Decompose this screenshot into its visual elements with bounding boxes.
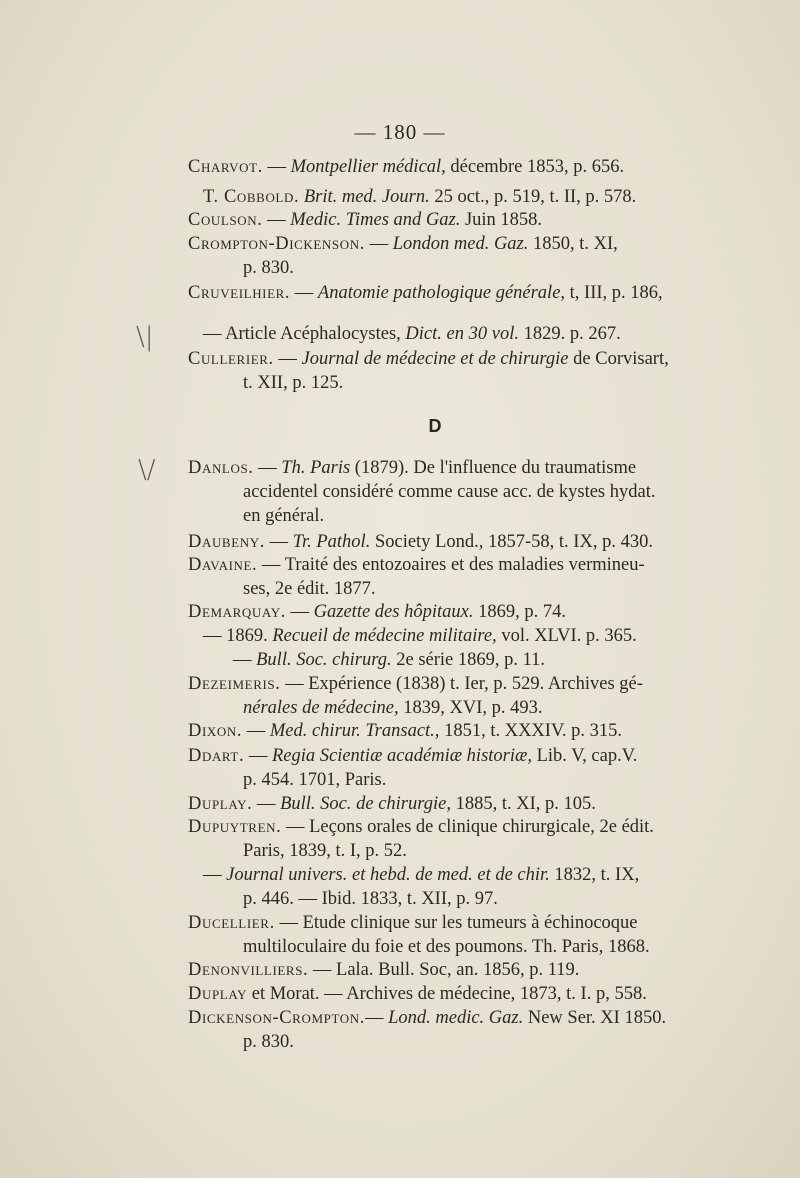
reference-details: p. 830. (243, 258, 294, 278)
reference-details: 1851, t. XXXIV. p. 315. (439, 721, 623, 741)
journal-title: Montpellier médical, (290, 157, 446, 177)
bibliography-line (243, 1030, 294, 1054)
journal-title: Recueil de médecine militaire, (272, 626, 497, 646)
reference-details: Traité des entozoaires et des maladies vermineu- (284, 555, 645, 575)
author-name: Davaine. (188, 555, 258, 575)
reference-details: Lib. V, cap.V. (531, 746, 638, 766)
bibliography-line (188, 1006, 666, 1030)
reference-details: de Corvisart, (568, 349, 669, 369)
bibliography-line (188, 281, 663, 305)
author-name: Duplay (188, 984, 248, 1004)
reference-details: 1850, t. XI, (528, 234, 618, 254)
separator-text: — (203, 865, 227, 885)
separator-text: — (252, 794, 281, 814)
reference-details: Paris, 1839, t. I, p. 52. (243, 841, 407, 861)
author-name: Cullerier. (188, 349, 274, 369)
author-name: Demarquay. (188, 602, 286, 622)
reference-details: p. 446. — Ibid. 1833, t. XII, p. 97. (243, 889, 498, 909)
journal-title: Journal univers. et hebd. de med. et de chir. (226, 865, 550, 885)
author-name: Duplay. (188, 794, 253, 814)
reference-details: Morat. — Archives de médecine, 1873, t. I. p, 558. (269, 984, 647, 1004)
bibliography-line (188, 792, 596, 816)
bibliography-line (203, 322, 621, 346)
reference-details: (1879). De l'influence du traumatisme (350, 458, 637, 478)
bibliography-line (243, 696, 543, 720)
separator-text: — (242, 721, 270, 741)
author-name: Crompton-Dickenson. (188, 234, 365, 254)
bibliography-line (243, 256, 294, 280)
reference-details: Society Lond., 1857-58, t. IX, p. 430. (370, 532, 653, 552)
journal-title: Lond. medic. Gaz. (388, 1008, 524, 1028)
reference-details: t. XII, p. 125. (243, 373, 344, 393)
separator-text: — (253, 458, 282, 478)
separator-text: — (308, 960, 337, 980)
journal-title: Bull. Soc. de chirurgie, (280, 794, 451, 814)
reference-details: 1829. p. 267. (518, 324, 621, 344)
bibliography-line (243, 839, 407, 863)
bibliography-line (203, 624, 637, 648)
separator-text: — (264, 532, 293, 552)
separator-text: — (281, 817, 310, 837)
author-name: Coulson. (188, 210, 263, 230)
separator-text: — (280, 674, 309, 694)
bibliography-line (188, 911, 638, 935)
reference-details: multiloculaire du foie et des poumons. Th. Paris, 1868. (243, 937, 650, 957)
separator-text: et (247, 984, 270, 1004)
section-heading: D (428, 416, 442, 436)
reference-details: vol. XLVI. p. 365. (496, 626, 637, 646)
author-name: Daubeny. (188, 532, 265, 552)
separator-text: — (257, 555, 285, 575)
journal-title: Brit. med. Journ. (303, 187, 430, 207)
separator-text: — (364, 1008, 389, 1028)
margin-pencil-mark: \/ (138, 455, 156, 485)
bibliography-line (188, 982, 647, 1006)
bibliography-line (188, 744, 637, 768)
bibliography-line (243, 504, 324, 528)
reference-details: 25 oct., p. 519, t. II, p. 578. (429, 187, 637, 207)
bibliography-line (188, 456, 636, 480)
author-name: Dupuytren. (188, 817, 282, 837)
journal-title: Med. chirur. Transact., (269, 721, 440, 741)
separator-text: — (262, 210, 291, 230)
separator-text: — (273, 349, 302, 369)
reference-details: New Ser. XI 1850. (523, 1008, 667, 1028)
page-number: — 180 — (354, 120, 446, 144)
author-name: Dickenson-Crompton. (188, 1008, 365, 1028)
reference-details: ses, 2e édit. 1877. (243, 579, 376, 599)
reference-details: 1869, p. 74. (473, 602, 566, 622)
author-name: Dezeimeris. (188, 674, 281, 694)
journal-title: Dict. en 30 vol. (405, 324, 519, 344)
author-name: Ddart. (188, 746, 245, 766)
reference-details: Etude clinique sur les tumeurs à échinocoque (302, 913, 638, 933)
reference-details: Expérience (1838) t. Ier, p. 529. Archives gé- (308, 674, 643, 694)
bibliography-line (188, 232, 618, 256)
bibliography-line (188, 530, 653, 554)
author-name: Denonvilliers. (188, 960, 309, 980)
separator-text: — (290, 283, 318, 303)
separator-text: — (244, 746, 272, 766)
author-name: Ducellier. (188, 913, 275, 933)
reference-details: Lala. Bull. Soc, an. 1856, p. 119. (336, 960, 580, 980)
bibliography-line (243, 577, 376, 601)
reference-details: 1839, XVI, p. 493. (398, 698, 543, 718)
bibliography-line (188, 208, 542, 232)
reference-details: 2e série 1869, p. 11. (391, 650, 546, 670)
journal-title: Medic. Times and Gaz. (290, 210, 461, 230)
separator-text: — (274, 913, 303, 933)
author-name: Dixon. (188, 721, 243, 741)
bibliography-line (203, 863, 639, 887)
reference-details: 1832, t. IX, (549, 865, 640, 885)
author-name: Danlos. (188, 458, 254, 478)
reference-details: p. 830. (243, 1032, 294, 1052)
reference-details: en général. (243, 506, 325, 526)
journal-title: Journal de médecine et de chirurgie (301, 349, 569, 369)
separator-text: — (364, 234, 393, 254)
separator-text: — Article Acéphalocystes, (203, 324, 406, 344)
separator-text: — 1869. (203, 626, 273, 646)
reference-details: Leçons orales de clinique chirurgicale, 2e édit. (309, 817, 654, 837)
bibliography-line (233, 648, 545, 672)
journal-title: Tr. Pathol. (292, 532, 371, 552)
separator-text: — (285, 602, 314, 622)
separator-text: — (233, 650, 257, 670)
bibliography-line (188, 958, 579, 982)
bibliography-line (243, 887, 498, 911)
bibliography-line (203, 185, 636, 209)
journal-title: Anatomie pathologique générale, (317, 283, 566, 303)
bibliography-line (243, 371, 343, 395)
reference-details: décembre 1853, p. 656. (445, 157, 625, 177)
separator-text: — (262, 157, 291, 177)
reference-details: p. 454. 1701, Paris. (243, 770, 387, 790)
journal-title: Gazette des hôpitaux. (313, 602, 474, 622)
bibliography-line (188, 719, 622, 743)
reference-details: 1885, t. XI, p. 105. (451, 794, 596, 814)
author-name: T. Cobbold. (203, 187, 300, 207)
journal-title: Th. Paris (281, 458, 351, 478)
bibliography-line (188, 347, 669, 371)
journal-title: nérales de médecine, (243, 698, 399, 718)
bibliography-line (243, 935, 650, 959)
bibliography-line (188, 600, 566, 624)
bibliography-line (188, 815, 654, 839)
bibliography-line (243, 480, 655, 504)
author-name: Cruveilhier. (188, 283, 291, 303)
journal-title: Regia Scientiæ académiæ historiæ, (271, 746, 532, 766)
bibliography-line (188, 155, 624, 179)
reference-details: t, III, p. 186, (565, 283, 663, 303)
journal-title: London med. Gaz. (392, 234, 529, 254)
reference-details: accidentel considéré comme cause acc. de kystes hydat. (243, 482, 656, 502)
journal-title: Bull. Soc. chirurg. (256, 650, 392, 670)
bibliography-line (243, 768, 386, 792)
bibliography-line (188, 553, 645, 577)
bibliography-line (188, 672, 643, 696)
author-name: Charvot. (188, 157, 263, 177)
margin-pencil-mark: \| (136, 322, 154, 352)
reference-details: Juin 1858. (460, 210, 543, 230)
